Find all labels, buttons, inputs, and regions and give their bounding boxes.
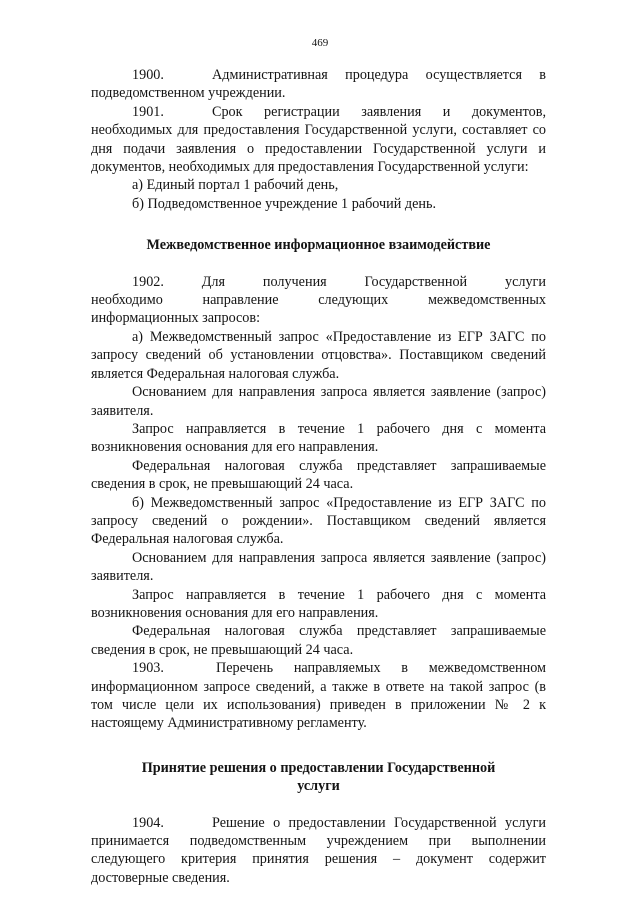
- word: необходимо: [91, 292, 163, 309]
- paragraph-number: 1904.: [132, 814, 164, 831]
- paragraph-1903: [91, 659, 546, 733]
- page-number: 469: [311, 37, 329, 49]
- paragraph-number: 1902.: [132, 273, 164, 290]
- word: Для: [201, 273, 226, 290]
- paragraph-text: Срок регистрации заявления и документов, необходимых для предоставления Государственной услуги, составляет со дня подачи заявления о предоставлении Государственной услуги и документов, необходимых для предоставления Государственной услуги:: [91, 103, 546, 176]
- list-item: а) Единый портал 1 рабочий день,: [132, 177, 339, 194]
- paragraph: Федеральная налоговая служба представляет запрашиваемые сведения в срок, не превышающий 24 часа.: [91, 623, 546, 658]
- paragraph-number: 1900.: [132, 67, 164, 83]
- word: получения: [262, 273, 327, 290]
- paragraph: Запрос направляется в течение 1 рабочего дня с момента возникновения основания для его направления.: [91, 586, 546, 621]
- paragraph-line: информационных запросов:: [91, 310, 261, 327]
- paragraph: Основанием для направления запроса является заявление (запрос) заявителя.: [91, 549, 546, 585]
- paragraph: б) Межведомственный запрос «Предоставление из ЕГР ЗАГС по запросу сведений о рождении». Поставщиком сведений является Федеральная налоговая служба.: [91, 494, 546, 548]
- paragraph-1902: [91, 273, 546, 328]
- paragraph-text: Решение о предоставлении Государственной услуги принимается подведомственным учреждением при выполнении следующего критерия принятия решения – документ содержит достоверные сведения.: [91, 814, 546, 886]
- paragraph-1900: [91, 66, 546, 103]
- word: направление: [202, 292, 279, 309]
- heading-line: услуги: [297, 778, 340, 795]
- section-heading: Межведомственное информационное взаимодействие: [146, 237, 491, 254]
- paragraph: Федеральная налоговая служба представляет запрашиваемые сведения в срок, не превышающий 24 часа.: [91, 457, 546, 493]
- word: следующих: [318, 292, 389, 309]
- section-heading: [91, 759, 546, 796]
- list-item: б) Подведомственное учреждение 1 рабочий день.: [132, 195, 437, 212]
- word: услуги: [504, 273, 546, 290]
- paragraph-text: Перечень направляемых в межведомственном информационном запросе сведений, а также в ответе на такой запрос (в том числе цели их использования) приведен в приложении № 2 к настоящему Административному регламенту.: [91, 660, 546, 732]
- paragraph: Запрос направляется в течение 1 рабочего дня с момента возникновения основания для его направления.: [91, 420, 546, 456]
- word: Государственной: [364, 273, 468, 290]
- paragraph-1901: [91, 103, 546, 177]
- paragraph-number: 1901.: [132, 103, 164, 120]
- word: межведомственных: [427, 292, 546, 309]
- paragraph-1904: [91, 814, 546, 888]
- document-body: [91, 66, 546, 887]
- paragraph: а) Межведомственный запрос «Предоставление из ЕГР ЗАГС по запросу сведений об установлении отцовства». Поставщиком сведений является Федеральная налоговая служба.: [91, 328, 546, 382]
- heading-line: Принятие решения о предоставлении Государственной: [141, 759, 496, 776]
- paragraph-text: Административная процедура осуществляется в подведомственном учреждении.: [91, 67, 546, 102]
- paragraph-line: [91, 291, 546, 309]
- paragraph-line: [91, 273, 546, 291]
- paragraph-number: 1903.: [132, 660, 164, 677]
- paragraph: Основанием для направления запроса является заявление (запрос) заявителя.: [91, 384, 546, 419]
